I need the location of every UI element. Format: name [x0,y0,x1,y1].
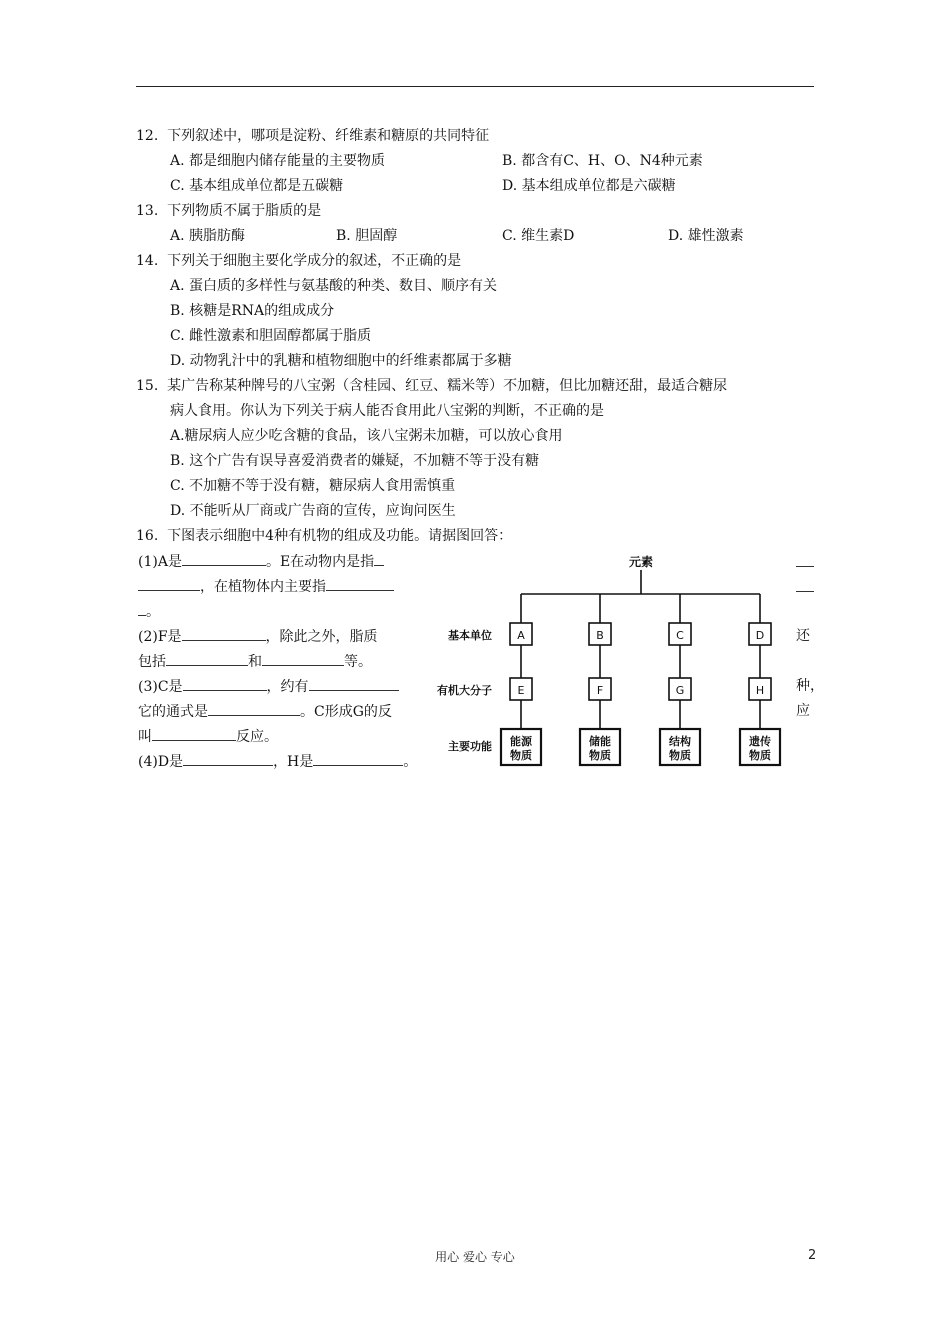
function-structure-2: 物质 [669,749,691,762]
q16-part2-line1: (2)F是 ，除此之外，脂质 [138,626,378,647]
q16-part1-line1: (1)A是 。E在动物内是指 [138,551,384,572]
q13-option-c: C. 维生素D [502,228,575,244]
q15-stem-line1: 15. 某广告称某种牌号的八宝粥（含桂园、红豆、糯米等）不加糖，但比加糖还甜，最适合糖尿 [136,378,728,394]
q15-option-a: A.糖尿病人应少吃含糖的食品，该八宝粥未加糖，可以放心食用 [170,428,563,444]
q15-stem-line2: 病人食用。你认为下列关于病人能否食用此八宝粥的判断，不正确的是 [170,403,604,419]
answer-blank [183,676,267,691]
footer-text: 用心 爱心 专心 [435,1250,515,1264]
q13-option-a: A. 胰脂肪酶 [170,228,246,244]
q14-option-b: B. 核糖是RNA的组成成分 [170,303,335,319]
q13-option-b: B. 胆固醇 [336,228,398,244]
row-label-function: 主要功能 [448,740,492,753]
q16-part1-line2: ，在植物体内主要指 [138,576,394,597]
macro-h: H [755,684,765,697]
elements-label: 元素 [628,555,654,569]
q16-part2-right: 还 [796,628,810,644]
q14-option-c: C. 雌性激素和胆固醇都属于脂质 [170,328,372,344]
q13-option-d: D. 雄性激素 [668,228,744,244]
q16-stem: 16. 下图表示细胞中4种有机物的组成及功能。请据图回答： [136,528,513,544]
answer-blank [262,651,344,666]
q16-part4-line1: (4)D是 ，H是 。 [138,751,417,772]
q16-part3-line1: (3)C是 ，约有 [138,676,399,697]
q12-option-b: B. 都含有C、H、O、N4种元素 [502,153,703,169]
answer-blank [326,576,394,591]
row-label-macromolecule: 有机大分子 [437,684,492,697]
macro-f: F [596,684,604,697]
q14-option-d: D. 动物乳汁中的乳糖和植物细胞中的纤维素都属于多糖 [170,353,512,369]
answer-blank [182,551,266,566]
unit-a: A [517,629,525,642]
q15-option-b: B. 这个广告有误导喜爱消费者的嫌疑，不加糖不等于没有糖 [170,453,540,469]
function-genetic-1: 遗传 [749,735,771,748]
answer-blank [166,651,248,666]
q12-option-d: D. 基本组成单位都是六碳糖 [502,178,676,194]
q12-option-a: A. 都是细胞内储存能量的主要物质 [170,153,386,169]
q12-option-c: C. 基本组成单位都是五碳糖 [170,178,344,194]
answer-blank [138,601,146,616]
organic-compounds-diagram [430,552,800,774]
q16-part2-line2: 包括 和 等。 [138,651,372,672]
answer-blank [152,726,236,741]
answer-blank [138,576,200,591]
answer-blank [374,551,384,566]
macro-g: G [675,684,685,697]
page-number: 2 [808,1248,817,1263]
q12-stem: 12. 下列叙述中，哪项是淀粉、纤维素和糖原的共同特征 [136,128,490,144]
q14-option-a: A. 蛋白质的多样性与氨基酸的种类、数目、顺序有关 [170,278,498,294]
row-label-unit: 基本单位 [448,629,492,642]
q15-option-d: D. 不能听从厂商或广告商的宣传，应询问医生 [170,503,456,519]
q16-part3-right1: 种， [796,678,824,694]
answer-blank [183,751,273,766]
unit-c: C [676,629,684,642]
q16-part3-line2: 它的通式是 。C形成G的反 [138,701,392,722]
function-genetic-2: 物质 [749,749,771,762]
function-energy-1: 能源 [510,735,532,748]
function-storage-1: 储能 [589,735,611,748]
function-energy-2: 物质 [510,749,532,762]
answer-blank [208,701,300,716]
header-rule [136,86,814,87]
q16-part1-line3: 。 [138,601,160,622]
q16-part3-right2: 应 [796,703,810,719]
unit-b: B [596,629,604,642]
function-storage-2: 物质 [589,749,611,762]
answer-blank [182,626,266,641]
unit-d: D [755,629,765,642]
function-structure-1: 结构 [669,735,691,748]
q16-part3-line3: 叫 反应。 [138,726,278,747]
answer-blank [309,676,399,691]
macro-e: E [517,684,525,697]
q15-option-c: C. 不加糖不等于没有糖，糖尿病人食用需慎重 [170,478,456,494]
answer-blank [313,751,403,766]
q14-stem: 14. 下列关于细胞主要化学成分的叙述，不正确的是 [136,253,462,269]
q13-stem: 13. 下列物质不属于脂质的是 [136,203,322,219]
